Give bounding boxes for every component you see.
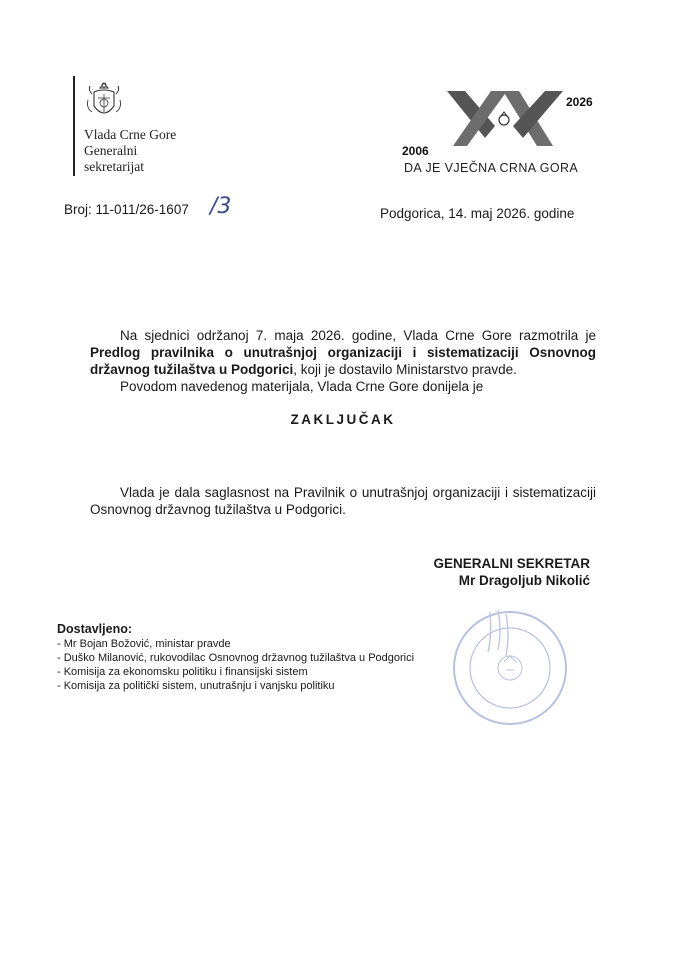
signatory-title: GENERALNI SEKRETAR [433,556,590,571]
paragraph-intro: Na sjednici održanoj 7. maja 2026. godine, Vlada Crne Gore razmotrila je [120,328,596,343]
conclusion-text: Vlada je dala saglasnost na Pravilnik o unutrašnjoj organizaciji i sistematizaciji Osnovnog državnog tužilaštva u Podgorici. [90,485,596,517]
official-stamp [448,606,572,730]
institution-line: sekretarijat [84,159,144,174]
place-date: Podgorica, 14. maj 2026. godine [380,206,575,221]
document-title: Predlog pravilnika o unutrašnjoj organizaciji i sistematizaciji Osnovnog državnog tužilaštva u Podgorici [90,345,596,377]
signature-block [400,555,590,589]
document-number: Broj: 11-011/26-1607 [64,202,189,217]
distribution-item: - Komisija za politički sistem, unutrašnju i vanjsku politiku [57,680,335,692]
distribution-item: - Komisija za ekonomsku politiku i finansijski sistem [57,666,308,678]
logo-tagline: DA JE VJEČNA CRNA GORA [404,161,579,175]
paragraph-session [90,327,596,378]
header-divider [73,76,75,176]
paragraph-end: , koji je dostavilo Ministarstvo pravde. [293,362,517,377]
logo-year-end: 2026 [566,95,593,109]
distribution-item: - Mr Bojan Božović, ministar pravde [57,638,231,650]
signatory-name: Mr Dragoljub Nikolić [458,573,590,588]
distribution-item: - Duško Milanović, rukovodilac Osnovnog državnog tužilaštva u Podgorici [57,652,415,664]
distribution-title: Dostavljeno: [57,622,133,636]
institution-line: Vlada Crne Gore [84,127,177,142]
institution-name [84,127,176,175]
distribution-list [57,637,414,693]
institution-line: Generalni [84,143,138,158]
paragraph-decision: Povodom navedenog materijala, Vlada Crne Gore donijela je [120,379,484,394]
logo-year-start: 2006 [402,144,429,158]
coat-of-arms-icon [84,80,124,124]
paragraph-conclusion [90,484,596,518]
handwritten-suffix: /3 [210,194,232,219]
conclusion-heading: ZAKLJUČAK [290,412,396,427]
